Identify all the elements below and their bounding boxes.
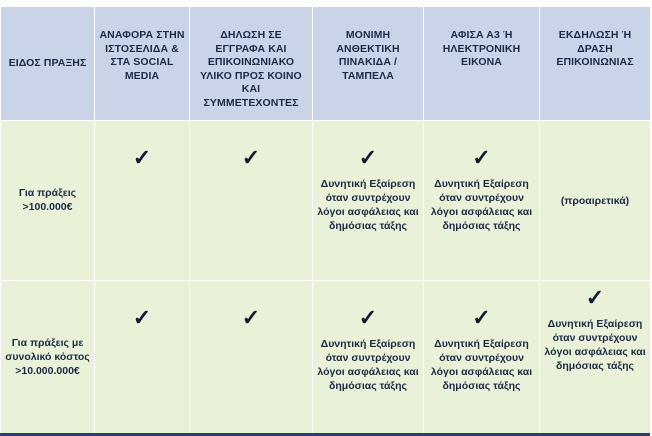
exemption-note: Δυνητική Εξαίρεση όταν συντρέχουν λόγοι ασφάλειας και δημόσιας τάξης	[317, 177, 419, 232]
table-row	[1, 120, 651, 281]
table-cell	[313, 281, 424, 434]
optional-note: (προαιρετικά)	[560, 195, 630, 208]
header-poster-a3: ΑΦΙΣΑ Α3 Ή ΗΛΕΚΤΡΟΝΙΚΗ ΕΙΚΟΝΑ	[424, 7, 540, 121]
table-cell	[540, 281, 651, 434]
header-documents-material: ΔΗΛΩΣΗ ΣΕ ΕΓΓΡΑΦΑ ΚΑΙ ΕΠΙΚΟΙΝΩΝΙΑΚΟ ΥΛΙΚΟ ΠΡΟΣ ΚΟΙΝΟ ΚΑΙ ΣΥΜΜΕΤΕΧΟΝΤΕΣ	[190, 7, 313, 121]
exemption-note: Δυνητική Εξαίρεση όταν συντρέχουν λόγοι ασφάλειας και δημόσιας τάξης	[544, 318, 646, 373]
table-cell	[190, 281, 313, 434]
exemption-note: Δυνητική Εξαίρεση όταν συντρέχουν λόγοι ασφάλειας και δημόσιας τάξης	[430, 338, 533, 393]
publicity-requirements-table	[0, 6, 651, 434]
checkmark-icon: ✓	[585, 285, 605, 311]
checkmark-icon: ✓	[132, 144, 152, 170]
header-action-type: ΕΙΔΟΣ ΠΡΑΞΗΣ	[1, 7, 95, 121]
table-cell	[424, 281, 540, 434]
checkmark-icon: ✓	[358, 144, 378, 170]
exemption-note: Δυνητική Εξαίρεση όταν συντρέχουν λόγοι ασφάλειας και δημόσιας τάξης	[430, 177, 533, 232]
checkmark-icon: ✓	[472, 305, 491, 331]
row-label-over-10m: Για πράξεις με συνολικό κόστος >10.000.000€	[1, 281, 95, 434]
checkmark-icon: ✓	[241, 305, 261, 331]
table-header-row	[1, 7, 651, 121]
table-cell	[95, 281, 190, 434]
table-cell	[424, 120, 540, 281]
checkmark-icon: ✓	[358, 305, 378, 331]
table-cell	[540, 120, 651, 281]
table-cell	[190, 120, 313, 281]
header-event-communication: ΕΚΔΗΛΩΣΗ Ή ΔΡΑΣΗ ΕΠΙΚΟΙΝΩΝΙΑΣ	[540, 7, 651, 121]
checkmark-icon: ✓	[472, 144, 491, 170]
table-cell	[95, 120, 190, 281]
table-cell	[313, 120, 424, 281]
table-row	[1, 281, 651, 434]
checkmark-icon: ✓	[132, 305, 152, 331]
row-label-over-100k: Για πράξεις >100.000€	[1, 120, 95, 281]
exemption-note: Δυνητική Εξαίρεση όταν συντρέχουν λόγοι ασφάλειας και δημόσιας τάξης	[317, 338, 419, 393]
checkmark-icon: ✓	[241, 144, 261, 170]
header-permanent-sign: ΜΟΝΙΜΗ ΑΝΘΕΚΤΙΚΗ ΠΙΝΑΚΙΔΑ / ΤΑΜΠΕΛΑ	[313, 7, 424, 121]
header-website-social: ΑΝΑΦΟΡΑ ΣΤΗΝ ΙΣΤΟΣΕΛΙΔΑ & ΣΤΑ SOCIAL MEDIA	[95, 7, 190, 121]
